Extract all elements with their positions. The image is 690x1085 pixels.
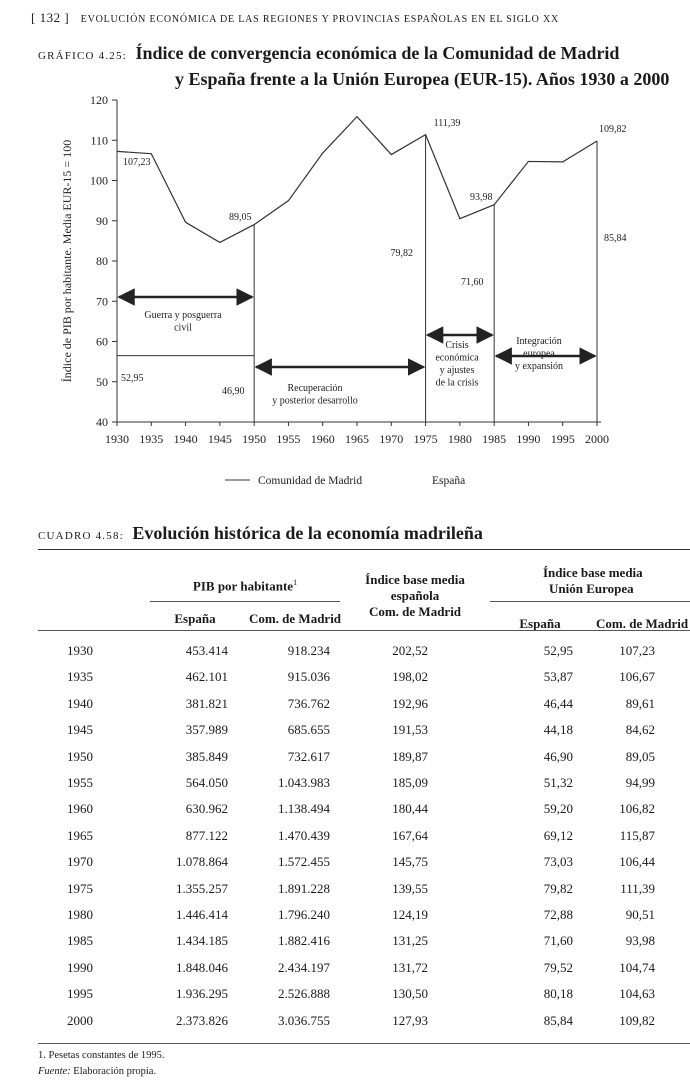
row-value: 1.572.455 [278, 854, 330, 870]
value-label: 71,60 [461, 277, 484, 288]
x-tick-label: 1950 [242, 432, 267, 446]
row-value: 630.962 [185, 801, 228, 817]
period-label: Crisis [445, 340, 469, 351]
row-value: 104,74 [619, 959, 655, 975]
row-value: 131,25 [392, 933, 428, 949]
footnote-1: 1. Pesetas constantes de 1995. [38, 1050, 165, 1061]
value-label: 109,82 [599, 124, 627, 135]
row-value: 357.989 [185, 722, 228, 738]
row-year: 1975 [67, 880, 93, 896]
row-value: 385.849 [185, 748, 228, 764]
page-number: [ 132 ] [31, 10, 70, 25]
value-label: 93,98 [470, 192, 493, 203]
y-axis-label: Índice de PIB por habitante. Media EUR-15 = 100 [60, 139, 74, 383]
row-value: 139,55 [392, 880, 428, 896]
period-label: y expansión [514, 361, 564, 372]
y-tick-label: 120 [90, 93, 108, 107]
value-label: 46,90 [222, 386, 245, 397]
x-tick-label: 1935 [139, 432, 164, 446]
row-value: 44,18 [543, 722, 573, 738]
row-value: 2.526.888 [278, 986, 330, 1002]
period-label: y ajustes [439, 365, 475, 376]
graph-label: GRÁFICO 4.25: [38, 50, 127, 62]
row-value: 130,50 [392, 986, 428, 1002]
row-value: 381.821 [185, 695, 228, 711]
header-index-es-l2: española [390, 588, 440, 603]
row-value: 71,60 [543, 933, 573, 949]
ue-subrule [490, 601, 690, 602]
y-tick-label: 110 [90, 133, 108, 148]
graph-title-line1: Índice de convergencia económica de la Comunidad de Madrid [135, 43, 620, 63]
header-ue-madrid: Com. de Madrid [596, 616, 689, 631]
row-year: 1995 [67, 986, 93, 1002]
header-pib [150, 575, 340, 594]
legend-espana-label: España [432, 475, 466, 487]
row-value: 1.434.185 [176, 933, 228, 949]
value-label: 89,05 [229, 212, 252, 223]
table-top-rule [38, 549, 690, 550]
period-label: europea [523, 348, 555, 360]
row-year: 1935 [67, 669, 93, 685]
header-pib-madrid: Com. de Madrid [248, 611, 342, 626]
row-value: 685.655 [287, 722, 330, 738]
x-tick-label: 1970 [379, 432, 404, 446]
period-label: Guerra y posguerra [144, 310, 222, 321]
row-value: 59,20 [543, 801, 573, 817]
row-value: 73,03 [543, 854, 573, 870]
y-tick-label: 80 [96, 254, 108, 268]
row-value: 877.122 [185, 827, 228, 843]
row-value: 89,61 [625, 695, 655, 711]
row-year: 1930 [67, 643, 93, 658]
row-value: 1.891.228 [278, 880, 330, 896]
legend-madrid-label: Comunidad de Madrid [258, 475, 363, 487]
table-bottom-rule [38, 1043, 690, 1044]
row-value: 453.414 [185, 643, 228, 658]
value-label: 52,95 [121, 373, 144, 384]
header-ue-l2: Unión Europea [549, 581, 634, 596]
y-tick-label: 70 [96, 294, 108, 309]
row-year: 1955 [67, 775, 93, 790]
row-value: 106,44 [619, 854, 655, 870]
y-tick-label: 40 [96, 415, 108, 429]
row-value: 2.373.826 [176, 1012, 228, 1028]
row-value: 198,02 [392, 669, 428, 685]
table-title [38, 523, 483, 544]
row-year: 2000 [67, 1012, 93, 1028]
row-value: 69,12 [543, 827, 573, 843]
row-value: 79,82 [543, 880, 573, 896]
x-tick-label: 1995 [550, 432, 575, 446]
row-value: 564.050 [185, 775, 228, 790]
pib-subrule [150, 601, 340, 602]
value-label: 111,39 [433, 118, 461, 129]
x-tick-label: 1965 [345, 432, 369, 446]
row-year: 1960 [67, 801, 93, 817]
row-value: 1.446.414 [176, 907, 228, 922]
x-tick-label: 1930 [105, 432, 129, 446]
row-value: 1.882.416 [278, 933, 330, 949]
graph-title-line2: y España frente a la Unión Europea (EUR-15). Años 1930 a 2000 [175, 69, 670, 89]
x-tick-label: 1960 [310, 432, 335, 446]
row-value: 3.036.755 [278, 1012, 330, 1028]
row-year: 1970 [67, 854, 93, 870]
x-tick-label: 1955 [276, 432, 301, 446]
row-value: 1.848.046 [176, 959, 228, 975]
row-value: 1.043.983 [278, 775, 330, 790]
running-title: EVOLUCIÓN ECONÓMICA DE LAS REGIONES Y PROVINCIAS ESPAÑOLAS EN EL SIGLO XX [80, 14, 559, 25]
header-pib-text: PIB por habitante [192, 578, 294, 594]
header-index-es-l1: Índice base media [365, 572, 465, 587]
y-tick-label: 50 [96, 374, 108, 389]
row-value: 89,05 [625, 748, 655, 764]
footnote-marker: 1 [293, 578, 298, 587]
row-year: 1950 [67, 748, 93, 764]
row-value: 79,52 [543, 959, 573, 975]
row-value: 131,72 [392, 959, 428, 975]
row-value: 106,67 [619, 669, 655, 685]
row-value: 115,87 [619, 827, 655, 843]
table-label: CUADRO 4.58: [38, 530, 124, 542]
header-ue [490, 565, 690, 597]
row-year: 1990 [67, 959, 93, 975]
row-value: 180,44 [392, 801, 428, 817]
row-value: 145,75 [392, 854, 428, 870]
row-value: 1.936.295 [176, 986, 228, 1002]
row-value: 51,32 [543, 775, 573, 790]
x-tick-label: 1945 [207, 432, 232, 446]
y-tick-label: 100 [90, 173, 108, 188]
row-value: 124,19 [392, 907, 428, 922]
row-value: 107,23 [619, 643, 655, 658]
row-value: 94,99 [625, 775, 655, 790]
row-value: 46,44 [543, 695, 573, 711]
period-label: de la crisis [435, 377, 479, 389]
value-label: 79,82 [390, 248, 413, 259]
row-value: 1.138.494 [278, 801, 330, 817]
x-tick-label: 1975 [413, 432, 438, 446]
row-value: 192,96 [392, 695, 428, 711]
x-tick-label: 2000 [585, 432, 609, 446]
row-value: 106,82 [619, 801, 655, 817]
row-year: 1940 [67, 695, 93, 711]
source-note [38, 1066, 156, 1077]
series-line-madrid [117, 117, 597, 243]
period-label: Recuperación [287, 383, 343, 394]
header-ue-espana: España [519, 616, 561, 631]
row-value: 185,09 [392, 775, 428, 790]
row-value: 109,82 [619, 1012, 655, 1028]
row-value: 189,87 [392, 748, 428, 764]
row-value: 127,93 [392, 1012, 428, 1028]
row-value: 202,52 [392, 643, 428, 658]
row-value: 736.762 [287, 695, 330, 711]
header-index-es-l3: Com. de Madrid [368, 604, 462, 619]
table-title-text: Evolución histórica de la economía madrileña [132, 523, 483, 543]
row-value: 918.234 [287, 643, 330, 658]
value-label: 85,84 [604, 233, 627, 244]
row-value: 46,90 [543, 748, 573, 764]
row-value: 915.036 [287, 669, 330, 685]
source-label: Fuente: [38, 1066, 71, 1077]
row-value: 462.101 [185, 669, 228, 685]
period-label: económica [435, 352, 479, 364]
row-value: 111,39 [620, 880, 655, 896]
x-tick-label: 1940 [173, 432, 198, 446]
row-value: 1.078.864 [176, 854, 228, 870]
row-year: 1965 [67, 827, 93, 843]
row-value: 2.434.197 [278, 959, 330, 975]
row-value: 732.617 [287, 748, 330, 764]
convergence-chart [0, 80, 690, 500]
row-value: 191,53 [392, 722, 428, 738]
row-value: 1.355.257 [176, 880, 228, 896]
y-tick-label: 90 [96, 213, 108, 228]
running-header [31, 10, 559, 26]
header-pib-espana: España [174, 611, 216, 626]
row-value: 93,98 [625, 933, 655, 949]
row-value: 72,88 [543, 907, 573, 922]
header-ue-l1: Índice base media [543, 565, 643, 580]
row-value: 80,18 [543, 986, 573, 1002]
x-tick-label: 1980 [447, 432, 472, 446]
row-value: 1.796.240 [278, 907, 330, 922]
period-label: civil [174, 322, 192, 334]
row-value: 167,64 [392, 827, 428, 843]
header-index-es [350, 572, 480, 620]
row-year: 1980 [67, 907, 93, 922]
row-year: 1985 [67, 933, 93, 949]
period-label: y posterior desarrollo [272, 395, 358, 407]
x-tick-label: 1990 [516, 432, 541, 446]
row-value: 85,84 [543, 1012, 573, 1028]
row-value: 52,95 [543, 643, 573, 658]
row-value: 84,62 [625, 722, 655, 738]
row-value: 90,51 [625, 907, 655, 922]
row-value: 104,63 [619, 986, 655, 1002]
row-year: 1945 [67, 722, 93, 738]
x-tick-label: 1985 [482, 432, 507, 446]
value-label: 107,23 [123, 157, 151, 168]
source-text: Elaboración propia. [70, 1066, 157, 1077]
table-header-rule [38, 630, 690, 631]
row-value: 1.470.439 [278, 827, 330, 843]
y-tick-label: 60 [96, 334, 108, 349]
period-label: Integración [516, 336, 562, 347]
row-value: 53,87 [543, 669, 573, 685]
